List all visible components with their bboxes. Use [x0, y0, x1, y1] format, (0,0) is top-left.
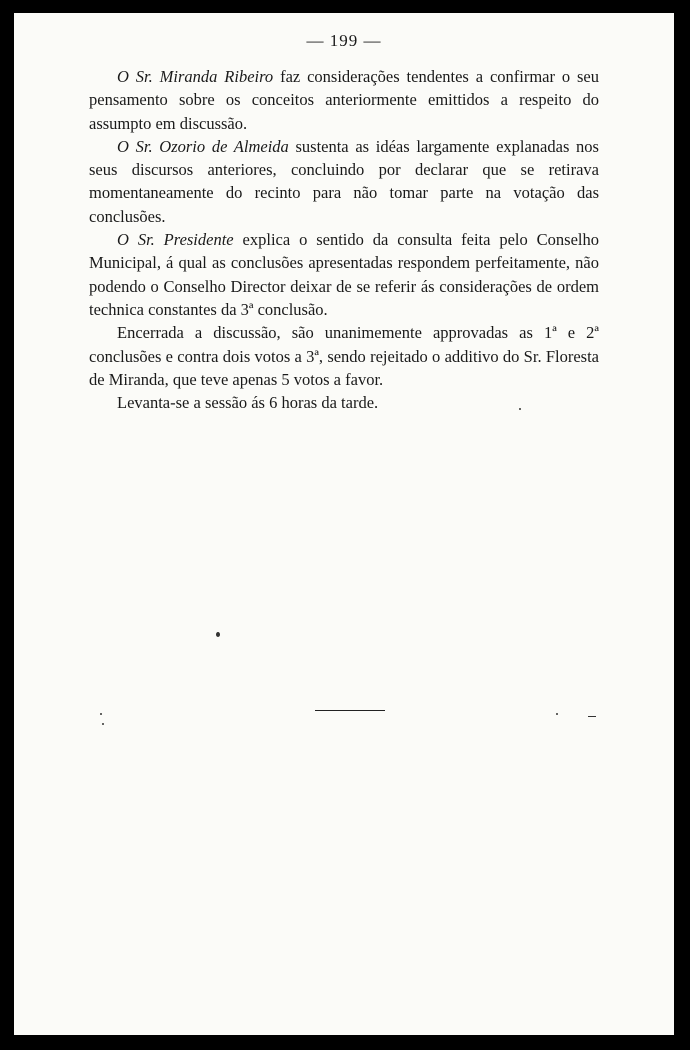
paragraph-text: Encerrada a discussão, são unanimemente approvadas as 1ª e 2ª conclusões e contra dois votos a 3ª, sendo rejeitado o additivo do Sr. Floresta de Miranda, que teve apenas 5 votos a favor. — [89, 323, 599, 389]
paragraph-presidente — [89, 228, 599, 321]
speaker-name: O Sr. Presidente — [117, 230, 234, 250]
paragraph-encerramento — [89, 391, 599, 414]
speaker-name: O Sr. Miranda Ribeiro — [117, 67, 274, 86]
ink-speck — [100, 713, 102, 715]
paragraph-miranda-ribeiro — [89, 65, 599, 135]
ink-speck — [588, 716, 596, 717]
document-page — [14, 13, 674, 1035]
speaker-name: O Sr. Ozorio de Almeida — [117, 136, 289, 156]
section-divider — [315, 710, 385, 711]
paragraph-text: explica o sentido da consulta feita pelo Conselho Municipal, á qual as conclusões apresentadas respondem perfeitamente, não podendo o Conselho Director deixar de se referir ás considerações de ordem technica constantes da 3ª conclusão. — [89, 230, 599, 319]
document-body — [89, 65, 599, 414]
paragraph-text: sustenta as idéas largamente explanadas nos seus discursos anteriores, concluindo por declarar que se retirava momentaneamente do recinto para não tomar parte na votação das conclusões. — [89, 136, 599, 226]
ink-speck — [519, 408, 521, 410]
ink-speck — [556, 713, 558, 715]
ink-speck — [102, 723, 104, 725]
paragraph-text: faz considerações tendentes a confirmar o seu pensamento sobre os conceitos anteriormente emittidos a respeito do assumpto em discussão. — [89, 67, 600, 133]
paragraph-ozorio-de-almeida — [89, 135, 599, 228]
paragraph-votacao — [89, 321, 599, 391]
paragraph-text: Levanta-se a sessão ás 6 horas da tarde. — [117, 393, 379, 413]
page-number: — 199 — — [306, 31, 382, 50]
ink-speck — [216, 632, 220, 637]
